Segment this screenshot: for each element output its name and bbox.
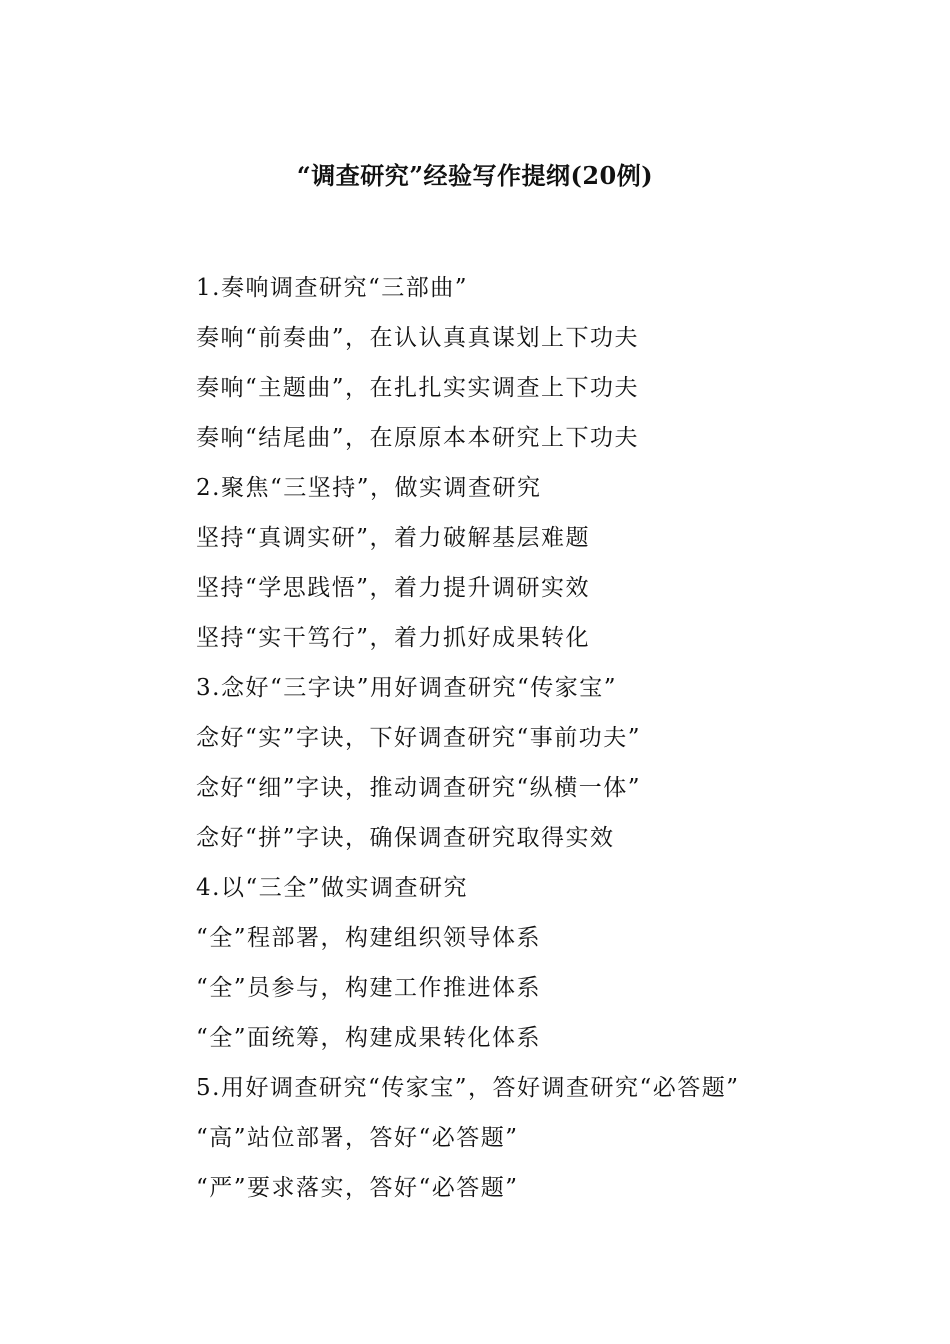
outline-heading-2: 2.聚焦“三坚持”，做实调查研究	[196, 475, 542, 501]
outline-item: 奏响“结尾曲”，在原原本本研究上下功夫	[196, 425, 640, 451]
outline-item: 念好“拼”字诀，确保调查研究取得实效	[196, 825, 615, 851]
outline-item: “全”面统筹，构建成果转化体系	[196, 1025, 542, 1051]
outline-item: “全”程部署，构建组织领导体系	[196, 925, 542, 951]
outline-body	[196, 266, 916, 1216]
document-title: “调查研究”经验写作提纲(20例)	[296, 161, 654, 190]
outline-item: “严”要求落实，答好“必答题”	[196, 1175, 519, 1201]
outline-heading-3: 3.念好“三字诀”用好调查研究“传家宝”	[196, 675, 617, 701]
outline-heading-5: 5.用好调查研究“传家宝”，答好调查研究“必答题”	[196, 1075, 740, 1101]
outline-item: 念好“实”字诀，下好调查研究“事前功夫”	[196, 725, 642, 751]
outline-item: “全”员参与，构建工作推进体系	[196, 975, 542, 1001]
outline-item: 奏响“主题曲”，在扎扎实实调查上下功夫	[196, 375, 640, 401]
outline-item: 奏响“前奏曲”，在认认真真谋划上下功夫	[196, 325, 640, 351]
outline-item: 坚持“学思践悟”，着力提升调研实效	[196, 575, 591, 601]
outline-item: 念好“细”字诀，推动调查研究“纵横一体”	[196, 775, 642, 801]
outline-item: “高”站位部署，答好“必答题”	[196, 1125, 519, 1151]
outline-heading-4: 4.以“三全”做实调查研究	[196, 875, 468, 901]
outline-heading-1: 1.奏响调查研究“三部曲”	[196, 275, 468, 301]
outline-item: 坚持“实干笃行”，着力抓好成果转化	[196, 625, 591, 651]
outline-item: 坚持“真调实研”，着力破解基层难题	[196, 525, 591, 551]
